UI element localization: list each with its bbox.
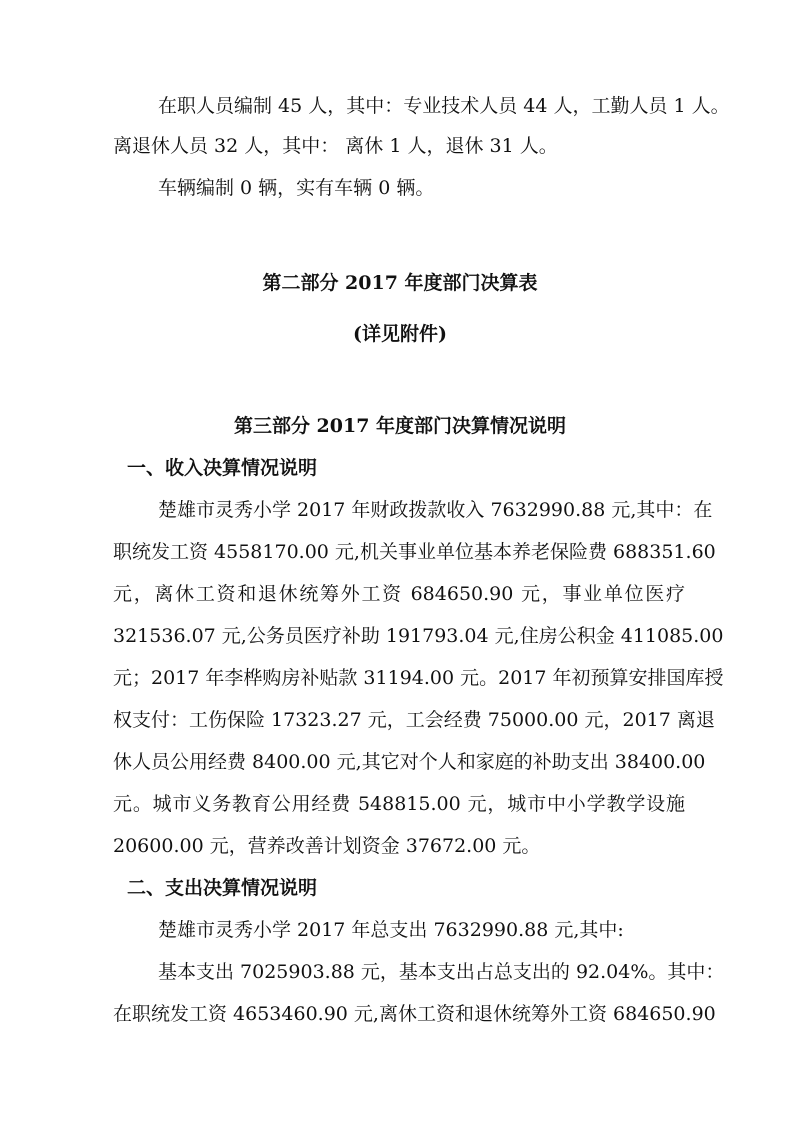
expense-heading: 二、支出决算情况说明 — [127, 877, 318, 899]
expense-line-3: 在职统发工资 4653460.90 元,离休工资和退休统筹外工资 684650.90 — [113, 1003, 716, 1025]
income-line: 元。城市义务教育公用经费 548815.00 元，城市中小学教学设施 — [113, 793, 685, 815]
income-line: 休人员公用经费 8400.00 元,其它对个人和家庭的补助支出 38400.00 — [113, 751, 706, 773]
staff-line-2: 离退休人员 32 人，其中： 离休 1 人，退休 31 人。 — [113, 135, 558, 157]
vehicle-line: 车辆编制 0 辆，实有车辆 0 辆。 — [158, 177, 435, 199]
expense-line-2: 基本支出 7025903.88 元，基本支出占总支出的 92.04%。其中： — [158, 961, 725, 983]
part2-title: 第二部分 2017 年度部门决算表 — [262, 272, 538, 294]
income-line: 职统发工资 4558170.00 元,机关事业单位基本养老保险费 688351.60 — [113, 541, 716, 563]
expense-line-1: 楚雄市灵秀小学 2017 年总支出 7632990.88 元,其中: — [158, 919, 624, 941]
income-line: 楚雄市灵秀小学 2017 年财政拨款收入 7632990.88 元,其中：在 — [158, 499, 713, 521]
income-line: 321536.07 元,公务员医疗补助 191793.04 元,住房公积金 411085.00 — [113, 625, 724, 647]
income-line: 权支付：工伤保险 17323.27 元，工会经费 75000.00 元，2017 离退 — [113, 709, 715, 731]
part3-title: 第三部分 2017 年度部门决算情况说明 — [233, 415, 567, 437]
staff-line-1: 在职人员编制 45 人，其中：专业技术人员 44 人，工勤人员 1 人。 — [158, 95, 730, 117]
part2-subtitle: (详见附件) — [353, 323, 447, 345]
income-line: 20600.00 元，营养改善计划资金 37672.00 元。 — [113, 835, 541, 857]
income-heading: 一、收入决算情况说明 — [127, 457, 318, 479]
income-line: 元，离休工资和退休统筹外工资 684650.90 元，事业单位医疗 — [113, 583, 685, 605]
income-line: 元；2017 年李桦购房补贴款 31194.00 元。2017 年初预算安排国库授 — [113, 667, 724, 689]
